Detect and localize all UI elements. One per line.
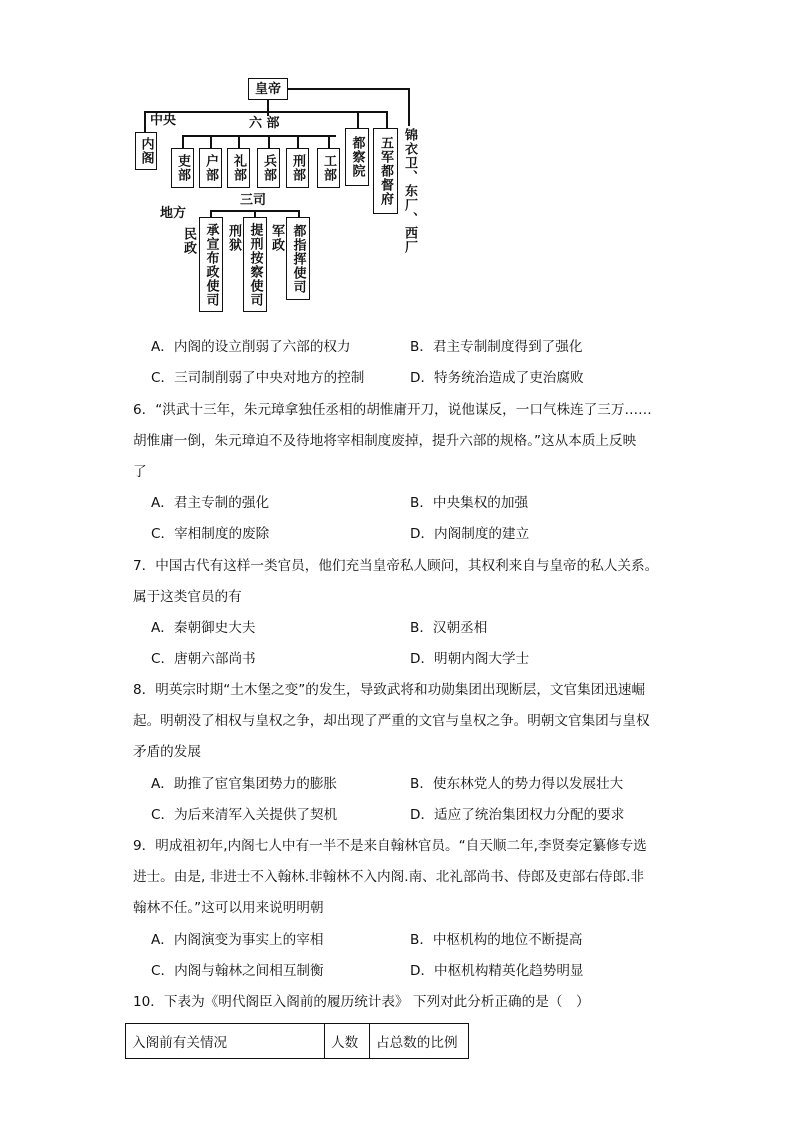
q6-option-d[interactable]: D．内阁制度的建立 — [410, 526, 530, 542]
q8-line-2: 起。明朝没了相权与皇权之争，却出现了严重的文官与皇权之争。明朝文官集团与皇权 — [133, 713, 650, 729]
q8-line-3: 矛盾的发展 — [133, 744, 201, 760]
q8-option-b[interactable]: B．使东林党人的势力得以发展壮大 — [410, 776, 624, 792]
ministries-bar — [182, 135, 336, 137]
q9-line-3: 翰林不任。”这可以用来说明明朝 — [133, 900, 324, 916]
local-label: 地方 — [160, 206, 187, 221]
neige-box: 内阁 — [135, 132, 157, 170]
q6-option-b[interactable]: B．中央集权的加强 — [410, 495, 529, 511]
q6-line-1: 6．“洪武十三年，朱元璋拿独任丞相的胡惟庸开刀，说他谋反，一口气株连了三万…… — [133, 402, 652, 418]
junzheng-label: 军政 — [269, 224, 284, 252]
connector — [408, 88, 410, 126]
table-header-cell: 入阁前有关情况 — [126, 1024, 325, 1059]
q7-option-c[interactable]: C．唐朝六部尚书 — [151, 651, 256, 667]
q10-table — [125, 1023, 469, 1059]
table-header-cell: 人数 — [325, 1024, 370, 1059]
q5-option-a[interactable]: A．内阁的设立削弱了六部的权力 — [151, 339, 351, 355]
sansi-label: 三司 — [240, 193, 267, 208]
ministry-justice-box: 刑部 — [286, 148, 309, 188]
q5-option-c[interactable]: C．三司制削弱了中央对地方的控制 — [151, 370, 365, 386]
q9-line-2: 进士。由是, 非进士不入翰林.非翰林不入内阁.南、北礼部尚书、侍郎及吏部右侍郎.非 — [133, 869, 644, 885]
xingyu-label: 刑狱 — [226, 224, 241, 252]
duzhihui-box: 都指挥使司 — [286, 217, 310, 300]
q9-option-a[interactable]: A．内阁演变为事实上的宰相 — [151, 932, 324, 948]
connector — [144, 111, 146, 133]
emperor-box: 皇帝 — [248, 78, 288, 100]
q8-line-1: 8．明英宗时期“土木堡之变”的发生，导致武将和功勋集团出现断层，文官集团迅速崛 — [133, 682, 646, 698]
table-header-cell: 占总数的比例 — [370, 1024, 469, 1059]
q8-option-c[interactable]: C．为后来清军入关提供了契机 — [151, 807, 338, 823]
table-header-row — [126, 1024, 469, 1059]
q6-option-a[interactable]: A．君主专制的强化 — [151, 495, 270, 511]
q5-option-b[interactable]: B．君主专制制度得到了强化 — [410, 339, 583, 355]
q7-option-a[interactable]: A．秦朝御史大夫 — [151, 620, 256, 636]
connector — [267, 112, 269, 116]
q8-option-a[interactable]: A．助推了宦官集团势力的膨胀 — [151, 776, 338, 792]
central-label: 中央 — [150, 113, 177, 128]
ministry-works-box: 工部 — [317, 148, 340, 188]
ministry-hu-box: 户部 — [199, 148, 222, 188]
q8-option-d[interactable]: D．适应了统治集团权力分配的要求 — [410, 807, 625, 823]
q10-line: 10．下表为《明代阁臣入阁前的履历统计表》 下列对此分析正确的是（ ） — [133, 994, 590, 1010]
ministry-li-box: 吏部 — [171, 148, 194, 188]
q5-option-d[interactable]: D．特务统治造成了吏治腐败 — [410, 370, 584, 386]
minzheng-label: 民政 — [181, 227, 196, 255]
q9-option-c[interactable]: C．内阁与翰林之间相互制衡 — [151, 963, 324, 979]
ministry-war-box: 兵部 — [257, 148, 280, 188]
six-ministries-label: 六 部 — [249, 116, 280, 131]
q7-line-1: 7．中国古代有这样一类官员，他们充当皇帝私人顾问，其权利来自与皇帝的私人关系。 — [133, 558, 659, 574]
q7-option-d[interactable]: D．明朝内阁大学士 — [410, 651, 530, 667]
central-bar — [144, 111, 387, 113]
q7-option-b[interactable]: B．汉朝丞相 — [410, 620, 488, 636]
tixing-box: 提刑按察使司 — [243, 217, 267, 312]
q9-option-d[interactable]: D．中枢机构精英化趋势明显 — [410, 963, 584, 979]
wujun-box: 五军都督府 — [373, 128, 398, 214]
government-structure-diagram — [130, 72, 430, 322]
q6-line-3: 了 — [133, 464, 147, 480]
q9-option-b[interactable]: B．中枢机构的地位不断提高 — [410, 932, 583, 948]
q6-line-2: 胡惟庸一倒，朱元璋迫不及待地将宰相制度废掉，提升六部的规格。”这从本质上反映 — [133, 433, 637, 449]
connector — [288, 88, 409, 90]
q7-line-2: 属于这类官员的有 — [133, 589, 242, 605]
q9-line-1: 9．明成祖初年,内阁七人中有一半不是来自翰林官员。“自天顺二年,李贤奏定纂修专选 — [133, 838, 647, 854]
jinyiwei-label: 锦衣卫、东厂、西厂 — [402, 128, 417, 254]
chengxuan-box: 承宣布政使司 — [199, 217, 223, 312]
duchayuan-box: 都察院 — [345, 128, 369, 186]
ministry-rites-box: 礼部 — [227, 148, 250, 188]
q6-option-c[interactable]: C．宰相制度的废除 — [151, 526, 270, 542]
